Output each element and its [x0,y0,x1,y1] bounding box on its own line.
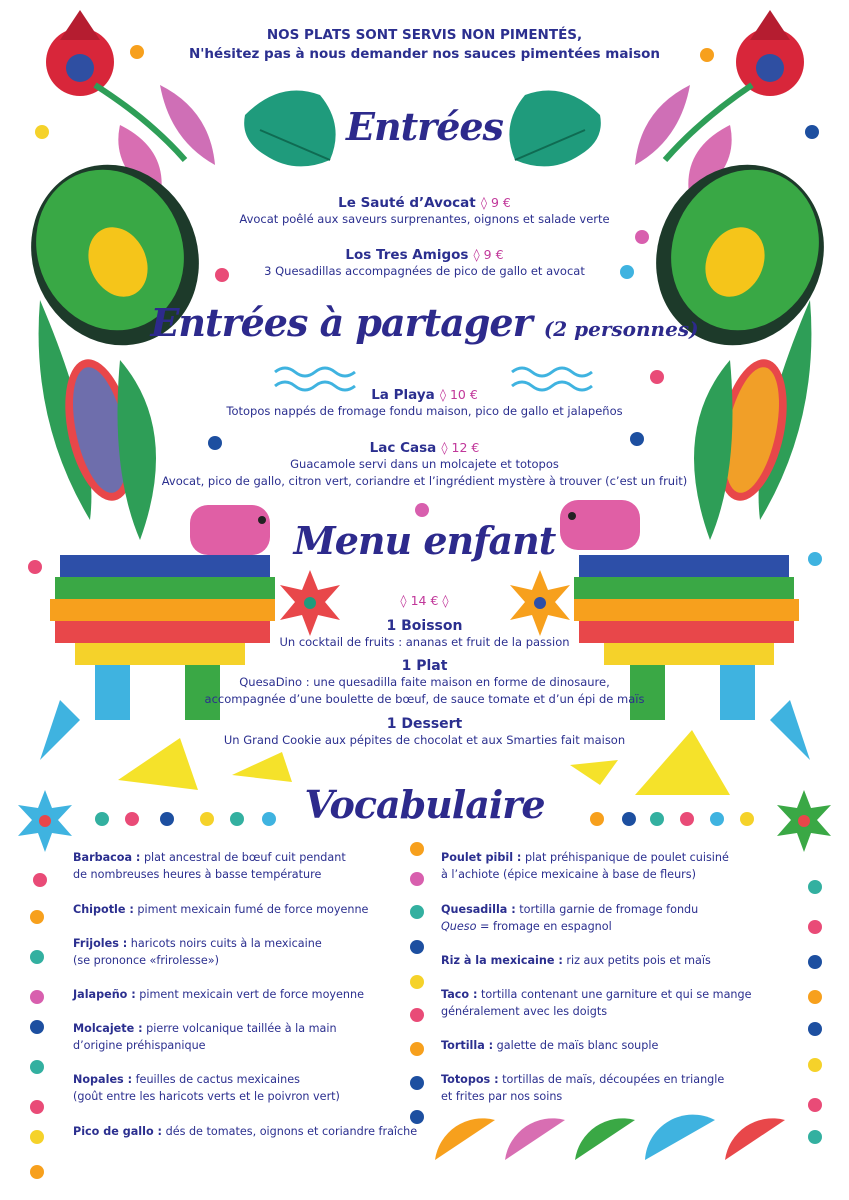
section-title-vocabulaire: Vocabulaire [304,782,545,827]
kids-course-plat [0,658,849,708]
vocab-definition-2: = fromage en espagnol [476,920,612,933]
course-description: Un cocktail de fruits : ananas et fruit de la passion [279,635,570,649]
dish-price: ◊ 12 € [441,440,480,455]
course-description: Un Grand Cookie aux pépites de chocolat et aux Smarties fait maison [223,733,626,747]
dish-price: ◊ 10 € [439,387,478,402]
vocab-definition: plat ancestral de bœuf cuit pendant [140,851,346,864]
vocab-term: Riz à la mexicaine : [441,954,563,967]
kids-menu-price: ◊ 14 € ◊ [400,593,449,608]
vocab-term: Pico de gallo : [73,1125,163,1138]
dish-item [0,437,849,490]
dish-description: Totopos nappés de fromage fondu maison, pico de gallo et jalapeños [226,404,623,418]
dish-item [0,192,849,228]
dish-description: Guacamole servi dans un molcajete et totopos [290,457,559,471]
vocab-entry [441,901,698,935]
section-title-text: Entrées à partager [150,300,532,345]
dish-description: 3 Quesadillas accompagnées de pico de gallo et avocat [264,264,585,278]
vocab-term: Tortilla : [441,1039,494,1052]
vocab-entry [73,901,368,918]
vocab-definition-2: (se prononce «frirolesse») [73,954,219,967]
vocab-definition: tortillas de maïs, découpées en triangle [498,1073,725,1086]
kids-course-boisson [0,618,849,651]
section-title-entrees: Entrées [346,104,503,149]
dish-item [0,244,849,280]
notice-line-1: NOS PLATS SONT SERVIS NON PIMENTÉS, [266,27,583,43]
vocab-definition-2: (goût entre les haricots verts et le poivron vert) [73,1090,340,1103]
kids-course-dessert [0,716,849,749]
vocab-term: Barbacoa : [73,851,141,864]
vocab-entry [73,935,322,969]
dish-item [0,384,849,420]
vocab-definition: dés de tomates, oignons et coriandre fraîche [162,1125,418,1138]
vocab-definition-2: de nombreuses heures à basse température [73,868,322,881]
dish-price: ◊ 9 € [480,195,511,210]
vocab-entry [73,1071,340,1105]
course-title: 1 Plat [401,658,448,674]
dish-name: La Playa [371,387,435,403]
vocab-term: Quesadilla : [441,903,516,916]
vocab-definition-2: généralement avec les doigts [441,1005,608,1018]
vocab-term: Nopales : [73,1073,133,1086]
vocab-entry [73,849,346,883]
course-title: 1 Dessert [386,716,463,732]
citrus-slice-icon [435,1115,785,1160]
vocab-term: Molcajete : [73,1022,143,1035]
vocab-definition: tortilla garnie de fromage fondu [515,903,699,916]
dish-name: Los Tres Amigos [345,247,469,263]
vocab-definition: feuilles de cactus mexicaines [132,1073,300,1086]
vocab-term: Poulet pibil : [441,851,522,864]
vocab-entry [441,1071,724,1105]
course-description: QuesaDino : une quesadilla faite maison en forme de dinosaure, [239,675,610,689]
vocab-entry [73,1123,417,1140]
vocab-definition: haricots noirs cuits à la mexicaine [127,937,322,950]
notice-line-2: N'hésitez pas à nous demander nos sauces pimentées maison [189,46,660,62]
vocab-definition: galette de maïs blanc souple [493,1039,659,1052]
dish-name: Le Sauté d’Avocat [338,195,476,211]
vocab-entry [441,986,752,1020]
dish-price: ◊ 9 € [473,247,504,262]
dish-name: Lac Casa [369,440,437,456]
vocab-term: Frijoles : [73,937,128,950]
vocab-definition: riz aux petits pois et maïs [562,954,711,967]
section-subtitle: (2 personnes) [543,317,699,341]
section-title-enfant: Menu enfant [293,518,556,563]
course-title: 1 Boisson [386,618,463,634]
vocab-term: Taco : [441,988,478,1001]
vocab-term: Chipotle : [73,903,134,916]
vocab-entry [441,849,729,883]
vocab-term: Totopos : [441,1073,499,1086]
vocab-term: Jalapeño : [73,988,136,1001]
vocab-definition-2: à l’achiote (épice mexicaine à base de fleurs) [441,868,696,881]
vocab-definition: tortilla contenant une garniture et qui se mange [477,988,752,1001]
vocab-entry [441,952,711,969]
vocab-entry [73,986,364,1003]
vocab-entry [441,1037,658,1054]
vocab-definition-italic: Queso [441,920,477,933]
vocab-definition: piment mexicain fumé de force moyenne [133,903,369,916]
course-description-2: accompagnée d’une boulette de bœuf, de sauce tomate et d’un épi de maïs [204,692,645,706]
vocab-definition-2: et frites par nos soins [441,1090,563,1103]
vocab-entry [73,1020,337,1054]
vocab-definition: plat préhispanique de poulet cuisiné [521,851,729,864]
vocab-definition: piment mexicain vert de force moyenne [135,988,364,1001]
vocab-definition: pierre volcanique taillée à la main [142,1022,337,1035]
dish-description-2: Avocat, pico de gallo, citron vert, coriandre et l’ingrédient mystère à trouver (c’est un fruit) [161,474,688,488]
spice-notice [0,26,849,64]
vocab-definition-2: d’origine préhispanique [73,1039,206,1052]
section-title-partager [0,300,849,345]
dish-description: Avocat poêlé aux saveurs surprenantes, oignons et salade verte [239,212,610,226]
